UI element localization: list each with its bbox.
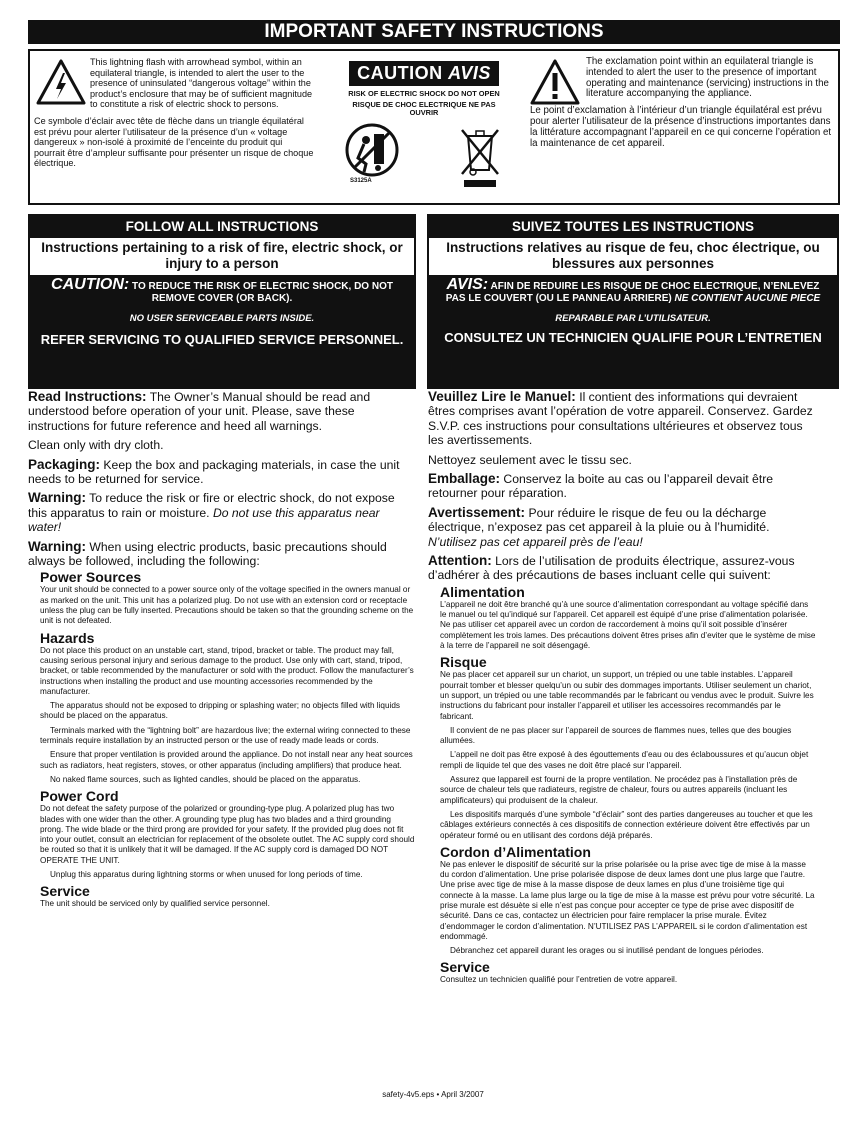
symbols-box [28, 49, 840, 205]
hazards-heading: Hazards [40, 629, 95, 646]
service-text-fr: Consultez un technicien qualifié pour l’entretien de votre appareil. [440, 975, 678, 985]
warning-precautions-para: Warning: When using electric products, basic precautions should always be followed, including the following: [28, 538, 387, 569]
english-instructions [28, 390, 416, 914]
cordon-heading: Cordon d’Alimentation [440, 843, 591, 860]
avertissement-para: Avertissement: Pour réduire le risque de feu ou la décharge électrique, n’exposez pas cet appareil à la pluie ou à l’humidité. N’utilisez pas cet appareil près de l’eau! [428, 504, 770, 549]
clean-para: Clean only with dry cloth. [28, 438, 164, 453]
risk-text-en: RISK OF ELECTRIC SHOCK DO NOT OPEN [348, 89, 500, 98]
risque-text-2: Il convient de ne pas placer sur l’appareil de sources de flammes nues, telles que des bougies allumées. [440, 725, 792, 746]
caution-word-en: CAUTION: [51, 276, 130, 293]
cart-code: S3125A [350, 177, 372, 184]
cordon-text-2: Débranchez cet appareil durant les orages ou si inutilisé pendant de longues périodes. [450, 946, 764, 956]
follow-instructions-box [28, 214, 416, 389]
caution-avis-badge [349, 61, 499, 86]
hazards-text-2: The apparatus should not be exposed to dripping or splashing water; no objects filled with liquids should be placed on the apparatus. [40, 701, 401, 721]
hazards-text-1: Do not place this product on an unstable cart, stand, tripod, bracket or table. The product may fall, causing serious personal injury and serious damage to the product. Use only with cart, stand, tripod, bracket, or table recommended by the manufacturer or sold with the product. Follow the manufacturer’s instructions when installing the product and use mounting accessories recommended by the manufacturer. [40, 645, 414, 696]
footer-filename: safety-4v5.eps • April 3/2007 [382, 1090, 484, 1099]
suivez-subheading: Instructions relatives au risque de feu, choc électrique, ou blessures aux personnes [429, 238, 837, 275]
alimentation-text: L’appareil ne doit être branché qu’à une source d’alimentation correspondant au voltage spécifié dans le manuel ou tel qu’indiqué sur l’appareil. Cet appareil est équipé d’une prise d’alimentation polarisée. Ne pas utiliser cet appareil avec un cordon de raccordement à moins qu’il soit possible d’insérer complètement les trois lames. Des précautions doivent êtres prises afin d’eviter que le système de mise à la terre de l’appareil ne soit désengagé. [440, 599, 816, 651]
refer-servicing: REFER SERVICING TO QUALIFIED SERVICE PERSONNEL. [40, 332, 404, 347]
symbol-icons [344, 122, 504, 202]
alimentation-heading: Alimentation [440, 583, 525, 600]
nettoyez-para: Nettoyez seulement avec le tissu sec. [428, 452, 632, 467]
lire-manuel-para: Veuillez Lire le Manuel: Il contient des informations qui devraient êtres comprises avant l’opération de votre appareil. Conservez. Gardez S.V.P. ces instructions pour consultations ultérieures et observez tous les avertissements. [428, 389, 813, 448]
hazards-text-4: Ensure that proper ventilation is provided around the appliance. Do not install near any heat sources such as radiators, heat registers, stoves, or other apparatus (including amplifiers) that produce heat. [40, 750, 413, 770]
cordon-text-1: Ne pas enlever le dispositif de sécurité sur la prise polarisée ou la prise avec tige de mise à la masse du cordon d’alimentation. Une prise polarisée dispose de deux lames dont une plus large que l’autre. Une prise avec tige de mise à la masse dispose de deux lames en plus d’une troisième tige qui connecte à la masse. La lame plus large ou la tige de mise à la masse est prévu pour votre sécurité. La prise murale est désuète si elle n’est pas conçue pour accepter ce type de prise avec dispositif de sécurité. Dans ce cas, contactez un électricien pour faire remplacer la prise murale. Évitez d’endommager le cordon d’alimentation. N’UTILISEZ PAS L’APPAREIL si le cordon d’alimentation est endommagé. [440, 859, 815, 941]
caution-text-en: TO REDUCE THE RISK OF ELECTRIC SHOCK, DO NOT REMOVE COVER (OR BACK). [132, 281, 393, 304]
suivez-instructions-box [427, 214, 839, 389]
page-title: IMPORTANT SAFETY INSTRUCTIONS [28, 20, 840, 44]
lightning-notice [34, 57, 314, 169]
follow-subheading: Instructions pertaining to a risk of fire, electric shock, or injury to a person [30, 238, 414, 275]
no-user-parts: NO USER SERVICEABLE PARTS INSIDE. [129, 313, 315, 324]
exclamation-text-fr: Le point d’exclamation à l’intérieur d’un triangle équilatéral est prévu pour alerter l’utilisateur de la présence d’instructions importantes dans la littérature accompagnant l’appareil en ce qui concerne l’opération et la maintenance de cet appareil. [530, 105, 832, 149]
avis-word: AVIS [448, 63, 491, 83]
avis-text-fr: AFIN DE REDUIRE LES RISQUE DE CHOC ELECTRIQUE, N’ENLEVEZ PAS LE COUVERT (OU LE PANNEAU ARRIERE) [445, 281, 820, 304]
suivez-heading: SUIVEZ TOUTES LES INSTRUCTIONS [429, 216, 837, 238]
power-cord-text-2: Unplug this apparatus during lightning storms or when unused for long periods of time. [50, 870, 363, 879]
power-cord-heading: Power Cord [40, 788, 119, 805]
avis-word-fr: AVIS: [446, 276, 489, 293]
lightning-warning-icon [36, 59, 86, 105]
risque-heading: Risque [440, 654, 487, 671]
service-heading: Service [40, 883, 90, 900]
exclamation-notice [530, 57, 834, 149]
power-sources-heading: Power Sources [40, 569, 142, 586]
service-text: The unit should be serviced only by qualified service personnel. [40, 899, 270, 909]
hazards-text-3: Terminals marked with the “lightning bolt” are hazardous live; the external wiring connected to these terminals require installation by an instructed person or the use of ready made leads or cords. [40, 725, 411, 746]
emballage-para: Emballage: Conservez la boite au cas ou l’appareil devait être retourner pour réparation. [428, 471, 774, 501]
risque-text-5: Les dispositifs marqués d’une symbole “d’éclair” sont des parties dangereuses au toucher et que les câblages extérieurs connectés à ces dispositifs de connection extérieure doivent être effectivés par un opérateur formé ou en utilisant des cordons déjà préparés. [440, 809, 813, 840]
lightning-text-fr: Ce symbole d’éclair avec tête de flèche dans un triangle équilatéral est prévu pour alerter l’utilisateur de la présence d’un « voltage dangereux » non-isolé à proximité de l’enceinte du produit qui pourrait être d’ampleur suffisante pour présenter un risque de choque électrique. [34, 115, 314, 169]
packaging-para: Packaging: Keep the box and packaging materials, in case the unit needs to be returned for service. [28, 456, 400, 487]
lightning-text-en: This lightning flash with arrowhead symbol, within an equilateral triangle, is intended to alert the user to the presence of uninsulated “dangerous voltage” within the product’s enclosure that may be of sufficient magnitude to constitute a risk of electric shock to persons. [90, 57, 313, 110]
power-sources-text: Your unit should be connected to a power source only of the voltage specified in the owners manual or as marked on the unit. This unit has a polarized plug. Do not use with an extension cord or receptacle unless the plug can be fully inserted. Precautions should be taken so that the grounding scheme on the unit is not defeated. [40, 585, 414, 626]
risque-text-1: Ne pas placer cet appareil sur un chariot, un support, un trépied ou une table instables. L’appareil pourrait tomber et blesser quelqu’un ou subir des dommages importants. Utiliser seulement un chariot, un support, un trépied ou une table recommandés par le fabricant ou vendus avec le produit. Suivre les instructions du fabricant pour installer l’appareil et utiliser les accessoires recommandés par le fabricant. [440, 670, 814, 721]
follow-heading: FOLLOW ALL INSTRUCTIONS [30, 216, 414, 238]
warning-moisture-para: Warning: To reduce the risk or fire or electric shock, do not expose this apparatus to rain or moisture. Do not use this apparatus near water! [28, 490, 395, 535]
french-instructions [428, 390, 816, 990]
reparable-text: REPARABLE PAR L’UTILISATEUR. [555, 313, 711, 324]
risque-text-3: L’appeil ne doit pas être exposé à des égouttements d’eau ou des éclaboussures et qu’aucun objet rempli de liquide tel que des vases ne doit être placé sur l’appareil. [440, 750, 809, 770]
service-heading-fr: Service [440, 959, 490, 976]
caution-word: CAUTION [357, 63, 443, 83]
hazards-text-5: No naked flame sources, such as lighted candles, should be placed on the apparatus. [50, 774, 361, 784]
consult-technician: CONSULTEZ UN TECHNICIEN QUALIFIE POUR L’ENTRETIEN [444, 330, 822, 345]
caution-panel-en [30, 275, 414, 387]
avis-panel-fr [429, 275, 837, 387]
attention-para: Attention: Lors de l’utilisation de produits électrique, assurez-vous d’adhérer à des précautions de bases incluant celle qui suivent: [428, 553, 795, 583]
risque-text-4: Assurez que lappareil est fourni de la propre ventilation. Ne procédez pas à l’installation près de source de chaleur tels que radiateurs, registre de chaleur, fours ou autres appareils (incluant les amplificateurs) qui produisent de la chaleur. [440, 775, 798, 805]
exclamation-warning-icon [530, 59, 580, 105]
cart-warning-icon [344, 122, 400, 178]
risk-text-fr: RISQUE DE CHOC ELECTRIQUE NE PAS OUVRIR [352, 99, 496, 118]
power-cord-text-1: Do not defeat the safety purpose of the polarized or grounding-type plug. A polarized plug has two blades with one wider than the other. A grounding type plug has two blades and a third grounding prong. The wide blade or the third prong are provided for your safety. If the provided plug does not fit into your outlet, consult an electrician for replacement of the obsolete outlet. The AC supply cord should be routed so that it is unlikely that it will be damaged. If the AC supply cord is damaged DO NOT OPERATE THE UNIT. [40, 804, 415, 865]
read-instructions-para: Read Instructions: The Owner’s Manual should be read and understood before operation of your unit. Please, save these instructions for future reference and heed all warnings. [28, 389, 371, 433]
weee-bin-icon [458, 126, 502, 188]
caution-label [344, 61, 504, 202]
exclamation-text-en: The exclamation point within an equilateral triangle is intended to alert the user to the presence of important operating and maintenance (servicing) instructions in the literature accompanying the appliance. [586, 56, 829, 100]
avis-italic-fr: NE CONTIENT AUCUNE PIECE [674, 293, 821, 304]
